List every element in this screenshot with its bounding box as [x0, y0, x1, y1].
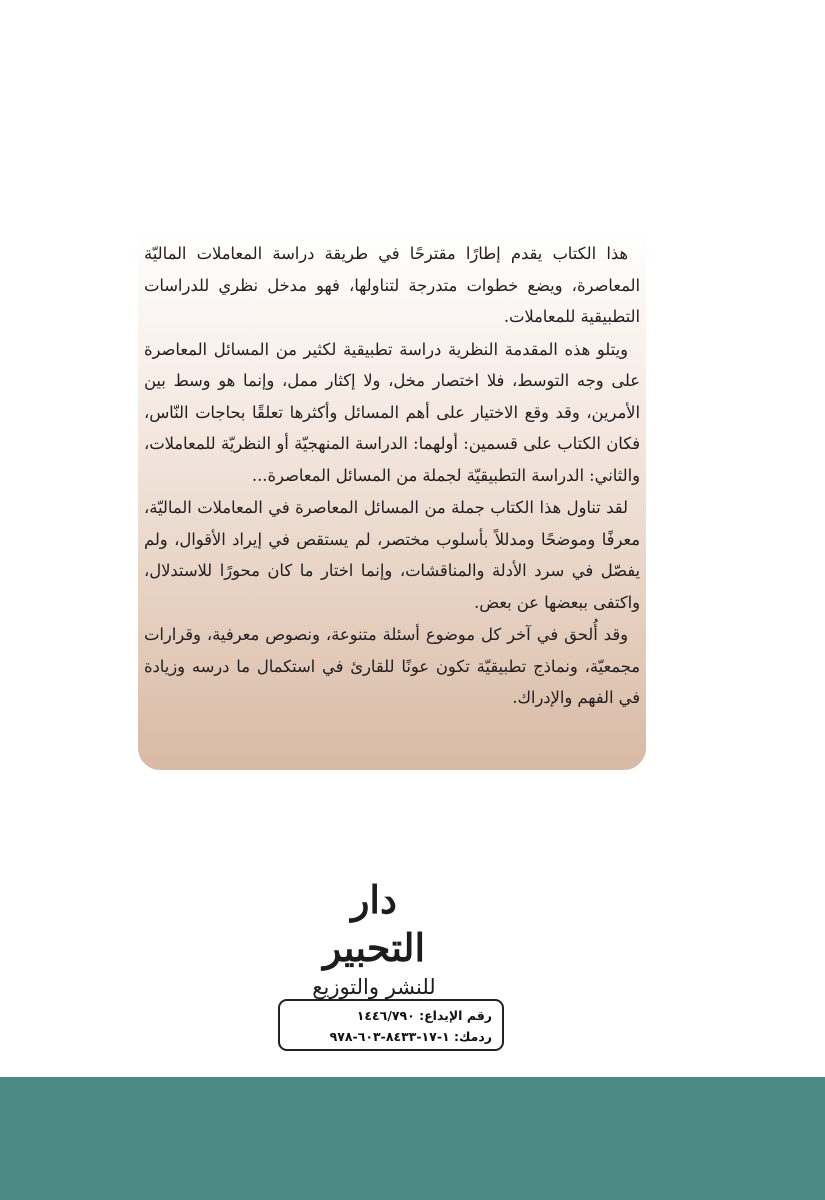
blurb-paragraph-1: هذا الكتاب يقدم إطارًا مقترحًا في طريقة دراسة المعاملات الماليّة المعاصرة، ويضع خطوات متدرجة لتناولها، فهو مدخل نظري للدراسات التطبيقية للمعاملات. — [144, 244, 640, 326]
blurb-paragraph-3: لقد تناول هذا الكتاب جملة من المسائل المعاصرة في المعاملات الماليّة، معرفًا وموضحًا ومدللاً بأسلوب مختصر، لم يستقص في إيراد الأقوال، ولم يفصّل في سرد الأدلة والمناقشات، وإنما اختار ما كان محورًا للاستدلال، واكتفى ببعضها عن بعض. — [144, 498, 640, 612]
deposit-number: رقم الإيداع: ١٤٤٦/٧٩٠ — [356, 1008, 492, 1023]
blurb-paragraph-4: وقد أُلحق في آخر كل موضوع أسئلة متنوعة، ونصوص معرفية، وقرارات مجمعيّة، ونماذج تطبيقيّة تكون عونًا للقارئ في استكمال ما درسه وزيادة في الفهم والإدراك. — [144, 625, 640, 707]
footer-color-band — [0, 1077, 825, 1200]
publisher-name: دار التحبير — [322, 877, 426, 970]
back-cover-blurb — [138, 234, 646, 770]
blurb-paragraph-2: ويتلو هذه المقدمة النظرية دراسة تطبيقية لكثير من المسائل المعاصرة على وجه التوسط، فلا اختصار مخل، ولا إكثار ممل، وإنما هو وسط بين الأمرين، وقد وقع الاختيار على أهم المسائل وأكثرها تعلقًا بحاجات النّاس، فكان الكتاب على قسمين: أولهما: الدراسة المنهجيّة أو النظريّة للمعاملات، والثاني: الدراسة التطبيقيّة لجملة من المسائل المعاصرة... — [144, 339, 640, 485]
publisher-logo — [298, 876, 450, 999]
legal-deposit-box — [278, 999, 504, 1051]
isbn-number: ردمك: ١-١٧-٨٤٣٣-٦٠٣-٩٧٨ — [329, 1029, 492, 1044]
publisher-tagline: للنشر والتوزيع — [312, 975, 436, 999]
